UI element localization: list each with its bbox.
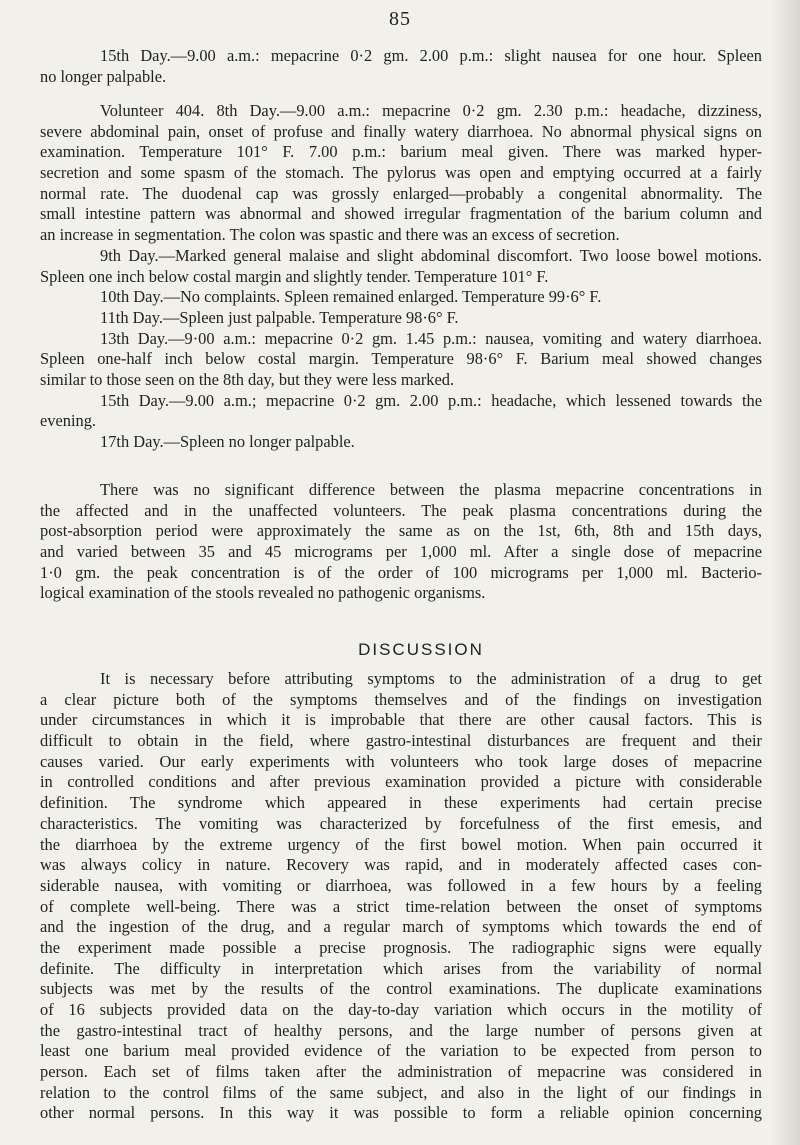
text-line: an increase in segmentation. The colon was spastic and there was an excess of secretion. xyxy=(40,225,620,245)
text-line: siderable nausea, with vomiting or diarrhoea, was followed in a few hours by a feeling xyxy=(40,875,762,895)
text-line: the diarrhoea by the extreme urgency of the first bowel motion. When pain occurred it xyxy=(40,834,762,854)
paragraph-day15-volunteer-prev xyxy=(40,46,762,87)
text-line: 17th Day.—Spleen no longer palpable. xyxy=(100,432,355,451)
text-line: definite. The difficulty in interpretation which arises from the variability of normal xyxy=(40,958,762,978)
text-line: of complete well-being. There was a strict time-relation between the onset of symptoms xyxy=(40,896,762,916)
text-line: Volunteer 404. 8th Day.—9.00 a.m.: mepacrine 0·2 gm. 2.30 p.m.: headache, dizziness, xyxy=(100,101,762,120)
section-heading-wrapper xyxy=(40,622,762,666)
text-line: characteristics. The vomiting was characterized by forcefulness of the first emesis, and xyxy=(40,813,762,833)
paragraph-plasma-concentrations xyxy=(40,480,762,604)
text-line: under circumstances in which it is improbable that there are other causal factors. This is xyxy=(40,710,762,730)
text-line: Spleen one inch below costal margin and slightly tender. Temperature 101° F. xyxy=(40,266,549,286)
text-line: It is necessary before attributing symptoms to the administration of a drug to get xyxy=(100,669,762,688)
text-line: and varied between 35 and 45 micrograms per 1,000 ml. After a single dose of mepacrine xyxy=(40,542,762,562)
section-heading: DISCUSSION xyxy=(358,640,484,659)
text-line: normal rate. The duodenal cap was grossly enlarged—probably a congenital abnormality. The xyxy=(40,183,762,203)
paragraph-discussion xyxy=(40,669,762,1124)
page-edge-shadow xyxy=(770,0,800,1145)
text-line: the gastro-intestinal tract of healthy persons, and the large number of persons given at xyxy=(40,1020,762,1040)
text-line: 1·0 gm. the peak concentration is of the order of 100 micrograms per 1,000 ml. Bacterio- xyxy=(40,562,762,582)
text-line: other normal persons. In this way it was possible to form a reliable opinion concerning xyxy=(40,1103,762,1123)
text-line: causes varied. Our early experiments with volunteers who took large doses of mepacrine xyxy=(40,751,762,771)
text-line: least one barium meal provided evidence of the variation to be expected from person to xyxy=(40,1041,762,1061)
text-line: a clear picture both of the symptoms themselves and of the findings on investigation xyxy=(40,689,762,709)
page-number: 85 xyxy=(389,8,411,30)
text-line: 9th Day.—Marked general malaise and slight abdominal discomfort. Two loose bowel motions. xyxy=(100,245,762,265)
text-line: 13th Day.—9·00 a.m.: mepacrine 0·2 gm. 1.45 p.m.: nausea, vomiting and watery diarrhoea. xyxy=(100,328,762,348)
text-line: the experiment made possible a precise prognosis. The radiographic signs were equally xyxy=(40,937,762,957)
text-line: secretion and some spasm of the stomach. The pylorus was open and emptying occurred at a fairly xyxy=(40,163,762,183)
text-line: difficult to obtain in the field, where gastro-intestinal disturbances are frequent and their xyxy=(40,731,762,751)
text-line: person. Each set of films taken after the administration of mepacrine was considered in xyxy=(40,1062,762,1082)
text-line: evening. xyxy=(40,411,96,431)
text-line: subjects was met by the results of the control examinations. The duplicate examinations xyxy=(40,979,762,999)
text-line: severe abdominal pain, onset of profuse and finally watery diarrhoea. No abnormal physical signs on xyxy=(40,121,762,141)
text-line: post-absorption period were approximately the same as on the 1st, 6th, 8th and 15th days, xyxy=(40,521,762,541)
text-line: similar to those seen on the 8th day, but they were less marked. xyxy=(40,369,455,389)
text-line: relation to the control films of the same subject, and also in the light of our findings in xyxy=(40,1082,762,1102)
text-line: There was no significant difference between the plasma mepacrine concentrations in xyxy=(100,480,762,499)
text-line: and the ingestion of the drug, and a regular march of symptoms which towards the end of xyxy=(40,917,762,937)
text-line: definition. The syndrome which appeared in these experiments had certain precise xyxy=(40,793,762,813)
text-line: of 16 subjects provided data on the day-to-day variation which occurs in the motility of xyxy=(40,1000,762,1019)
text-line: logical examination of the stools revealed no pathogenic organisms. xyxy=(40,583,486,603)
text-line: in controlled conditions and after previous examination provided a picture with considerable xyxy=(40,772,762,792)
text-line: 10th Day.—No complaints. Spleen remained enlarged. Temperature 99·6° F. xyxy=(100,287,602,307)
text-line: 15th Day.—9.00 a.m.: mepacrine 0·2 gm. 2.00 p.m.: slight nausea for one hour. Spleen xyxy=(100,46,762,65)
text-line: no longer palpable. xyxy=(40,66,167,86)
text-line: 15th Day.—9.00 a.m.; mepacrine 0·2 gm. 2.00 p.m.: headache, which lessened towards the xyxy=(100,390,762,410)
text-line: small intestine pattern was abnormal and showed irregular fragmentation of the barium column and xyxy=(40,204,762,224)
text-line: 11th Day.—Spleen just palpable. Temperature 98·6° F. xyxy=(100,307,459,327)
paragraph-volunteer-404 xyxy=(40,101,762,453)
text-line: Spleen one-half inch below costal margin. Temperature 98·6° F. Barium meal showed changes xyxy=(40,349,762,369)
text-line: was always colicy in nature. Recovery was rapid, and in moderately affected cases con- xyxy=(40,855,762,875)
text-line: the affected and in the unaffected volunteers. The peak plasma concentrations during the xyxy=(40,500,762,520)
text-line: examination. Temperature 101° F. 7.00 p.m.: barium meal given. There was marked hyper- xyxy=(40,142,762,162)
